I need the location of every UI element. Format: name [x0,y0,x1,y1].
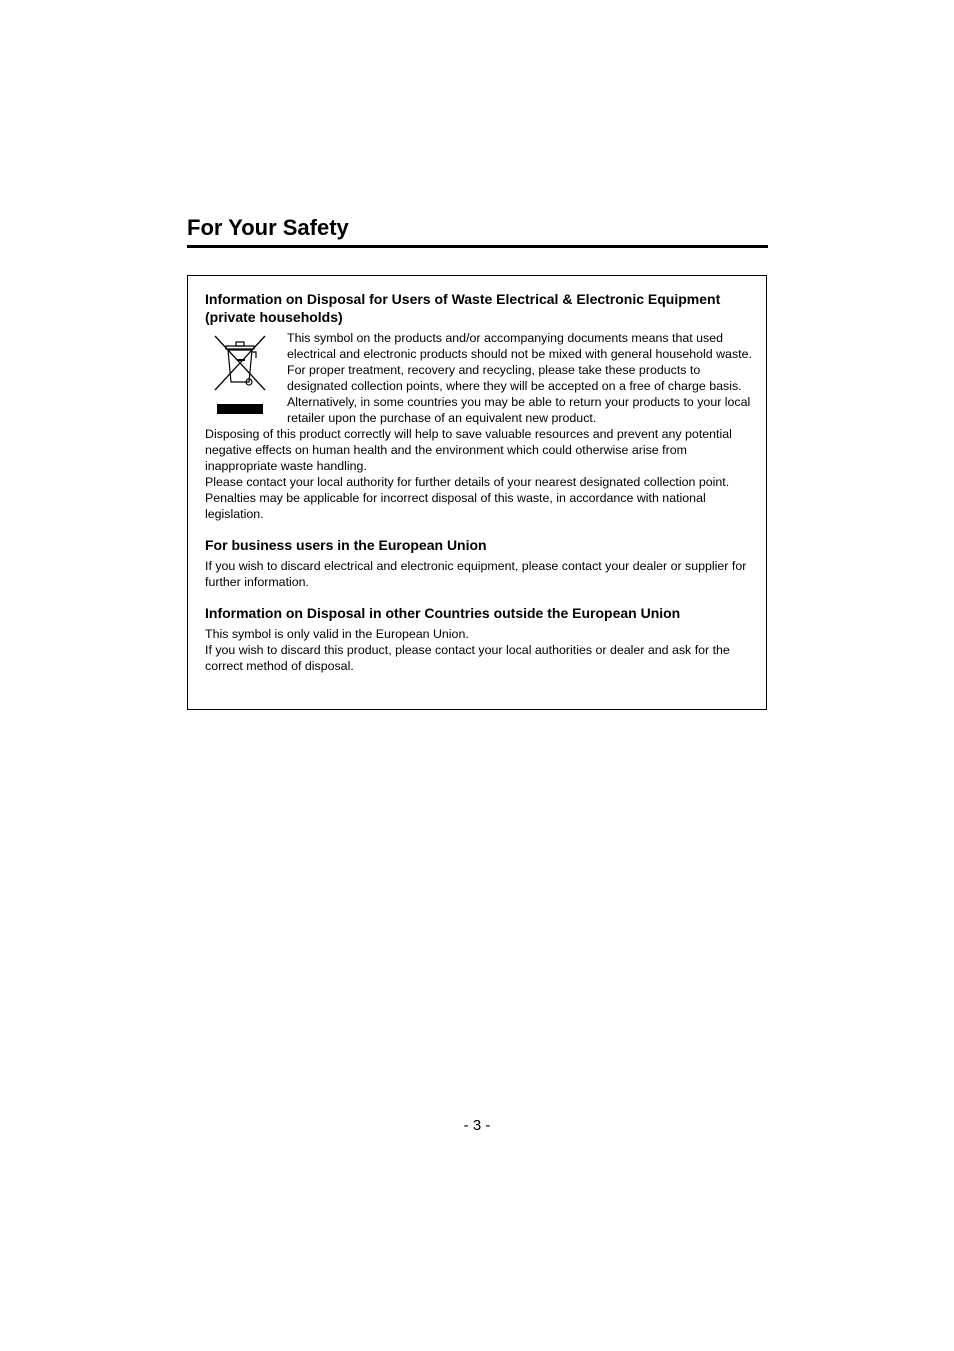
contact-local-authority: Please contact your local authority for further details of your nearest designated collection point. [205,475,730,489]
treatment-recovery-recycling: For proper treatment, recovery and recycling, please take these products to designated collection points, where they will be accepted on a free of charge basis. Alternatively, in some countries you may be able to return your products to your local retailer upon the purchase of an equivalent new product. [287,363,751,425]
symbol-validity-text: This symbol is only valid in the European Union. [205,627,469,641]
section-heading-private-households: Information on Disposal for Users of Waste Electrical & Electronic Equipment (private households) [205,291,721,325]
page-title: For Your Safety [187,215,349,240]
title-divider [187,245,768,248]
outside-eu-disposal-text: If you wish to discard this product, please contact your local authorities or dealer and ask for the correct method of disposal. [205,643,730,673]
business-users-text: If you wish to discard electrical and electronic equipment, please contact your dealer or supplier for further information. [205,559,747,589]
notice-content [205,290,753,674]
section-body-private-households [205,330,753,522]
disposal-symbol-meaning: This symbol on the products and/or accompanying documents means that used electrical and electronic products should not be mixed with general household waste. [287,331,752,361]
crossed-out-wheeled-bin-icon [208,332,272,416]
disposal-notice-box [187,275,767,710]
page-number: - 3 - [463,1117,491,1134]
benefits-of-correct-disposal: Disposing of this product correctly will help to save valuable resources and prevent any potential negative effects on human health and the environment which could otherwise arise from inappropriate waste handling. [205,427,732,473]
section-heading-business-users: For business users in the European Union [205,537,487,553]
penalties-notice: Penalties may be applicable for incorrect disposal of this waste, in accordance with national legislation. [205,491,706,521]
section-heading-outside-eu: Information on Disposal in other Countries outside the European Union [205,605,681,621]
